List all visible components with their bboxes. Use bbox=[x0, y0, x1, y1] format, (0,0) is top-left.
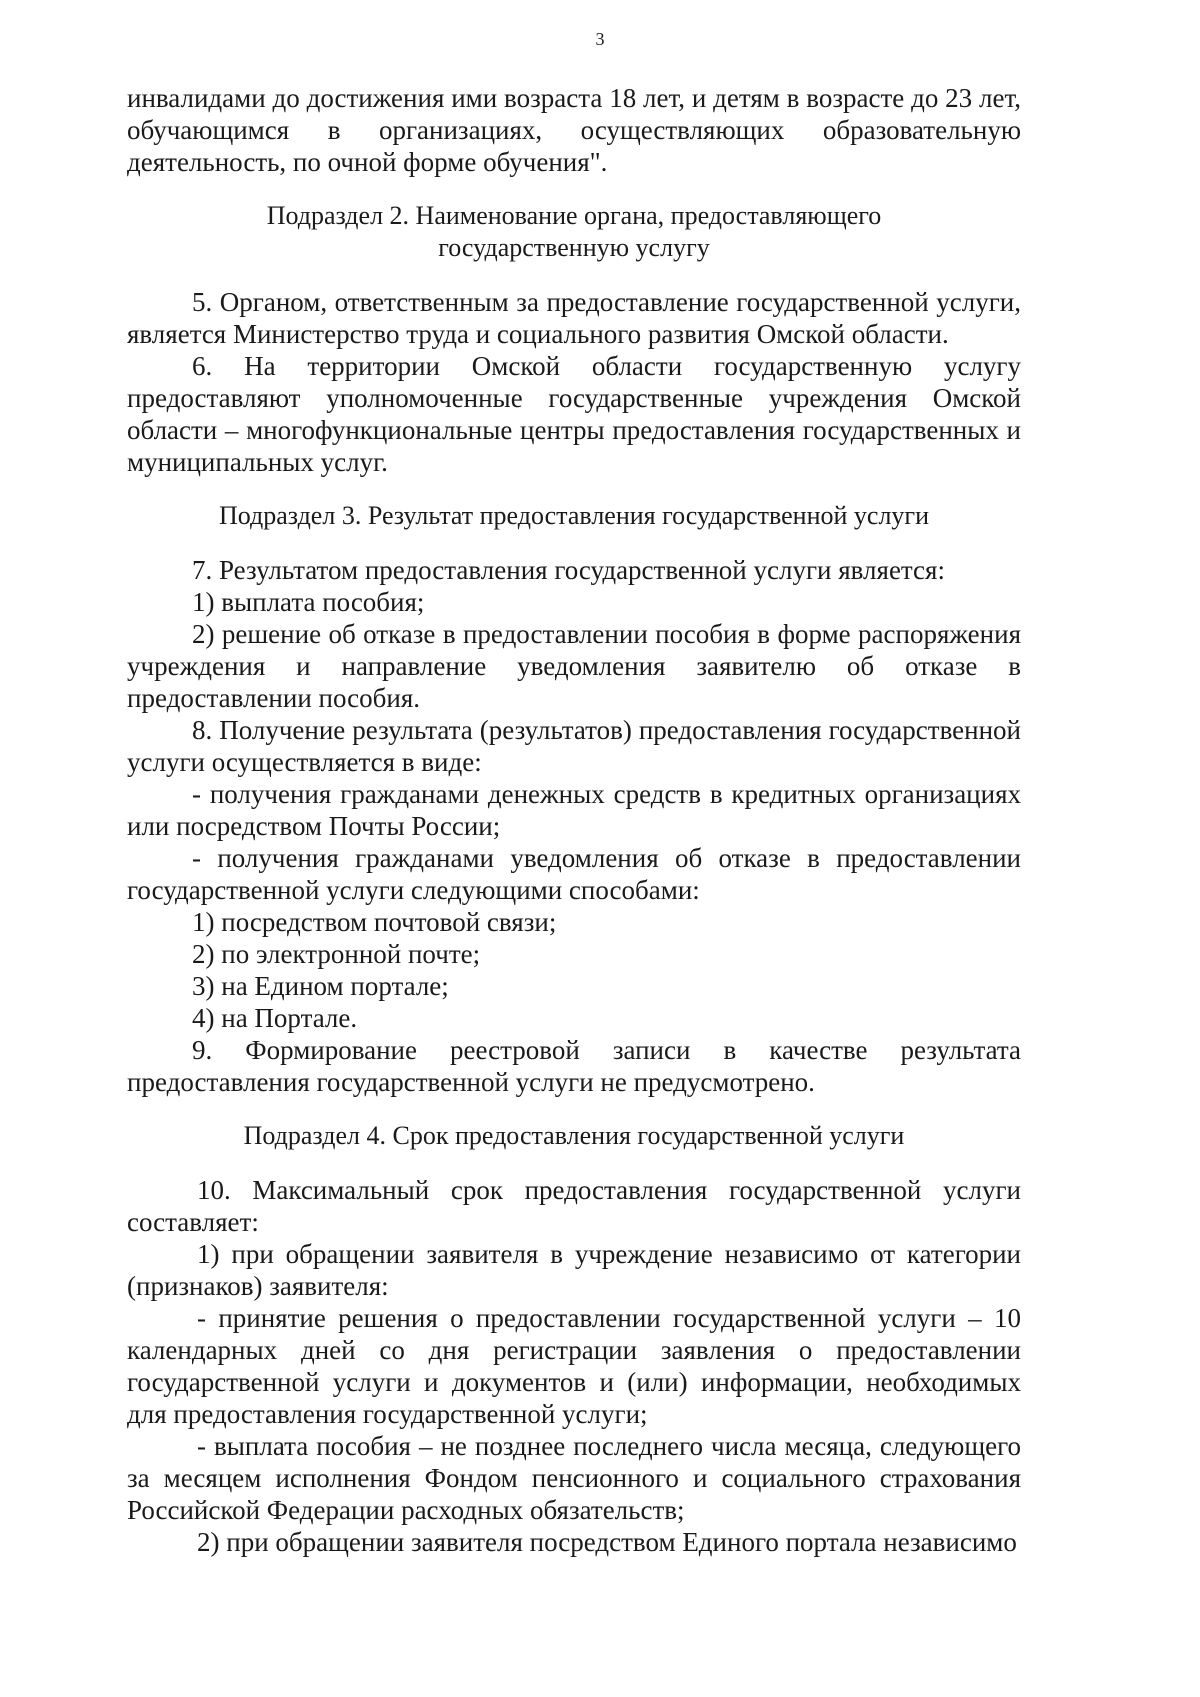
paragraph-7-item-2: 2) решение об отказе в предоставлении пособия в форме распоряжения учреждения и направление уведомления заявителю об отказе в предоставлении пособия. bbox=[127, 619, 1021, 713]
paragraph-10-item-2: 2) при обращении заявителя посредством Единого портала независимо bbox=[197, 1527, 1017, 1557]
paragraph-10: 10. Максимальный срок предоставления государственной услуги составляет: bbox=[127, 1175, 1021, 1237]
paragraph-10-item-1-bullet-a: - принятие решения о предоставлении государственной услуги – 10 календарных дней со дня регистрации заявления о предоставлении государственной услуги и документов и (или) информации, необходимых для предоставления государственной услуги; bbox=[127, 1303, 1021, 1429]
paragraph-8-method-1: 1) посредством почтовой связи; bbox=[192, 907, 557, 937]
subsection-3-heading: Подраздел 3. Результат предоставления государственной услуги bbox=[218, 501, 930, 530]
paragraph-8-method-2: 2) по электронной почте; bbox=[192, 939, 481, 969]
subsection-4-heading: Подраздел 4. Срок предоставления государственной услуги bbox=[243, 1121, 905, 1150]
document-body bbox=[127, 82, 1021, 1558]
page-number: 3 bbox=[595, 29, 605, 49]
paragraph-7: 7. Результатом предоставления государственной услуги является: bbox=[192, 555, 945, 585]
paragraph-10-item-1: 1) при обращении заявителя в учреждение независимо от категории (признаков) заявителя: bbox=[127, 1239, 1021, 1301]
paragraph-10-item-1-bullet-b: - выплата пособия – не позднее последнего числа месяца, следующего за месяцем исполнения Фондом пенсионного и социального страхования Российской Федерации расходных обязательств; bbox=[127, 1431, 1021, 1525]
paragraph-9: 9. Формирование реестровой записи в качестве результата предоставления государственной услуги не предусмотрено. bbox=[127, 1035, 1021, 1097]
paragraph-5: 5. Органом, ответственным за предоставление государственной услуги, является Министерство труда и социального развития Омской области. bbox=[127, 287, 1021, 349]
paragraph-6: 6. На территории Омской области государственную услугу предоставляют уполномоченные государственные учреждения Омской области – многофункциональные центры предоставления государственных и муниципальных услуг. bbox=[127, 351, 1021, 477]
paragraph-8-bullet-a: - получения гражданами денежных средств в кредитных организациях или посредством Почты России; bbox=[127, 779, 1021, 841]
paragraph-8-method-3: 3) на Едином портале; bbox=[192, 971, 449, 1001]
subsection-2-heading-line2: государственную услугу bbox=[438, 233, 710, 262]
subsection-2-heading bbox=[127, 200, 1021, 264]
paragraph-8: 8. Получение результата (результатов) предоставления государственной услуги осуществляется в виде: bbox=[127, 715, 1021, 777]
paragraph-8-method-4: 4) на Портале. bbox=[192, 1003, 358, 1033]
subsection-2-heading-line1: Подраздел 2. Наименование органа, предоставляющего bbox=[266, 201, 882, 230]
paragraph-8-bullet-b: - получения гражданами уведомления об отказе в предоставлении государственной услуги следующими способами: bbox=[127, 843, 1021, 905]
paragraph-7-item-1: 1) выплата пособия; bbox=[192, 587, 425, 617]
paragraph-continuation: инвалидами до достижения ими возраста 18 лет, и детям в возрасте до 23 лет, обучающимся в организациях, осуществляющих образовательную деятельность, по очной форме обучения". bbox=[127, 83, 1021, 177]
